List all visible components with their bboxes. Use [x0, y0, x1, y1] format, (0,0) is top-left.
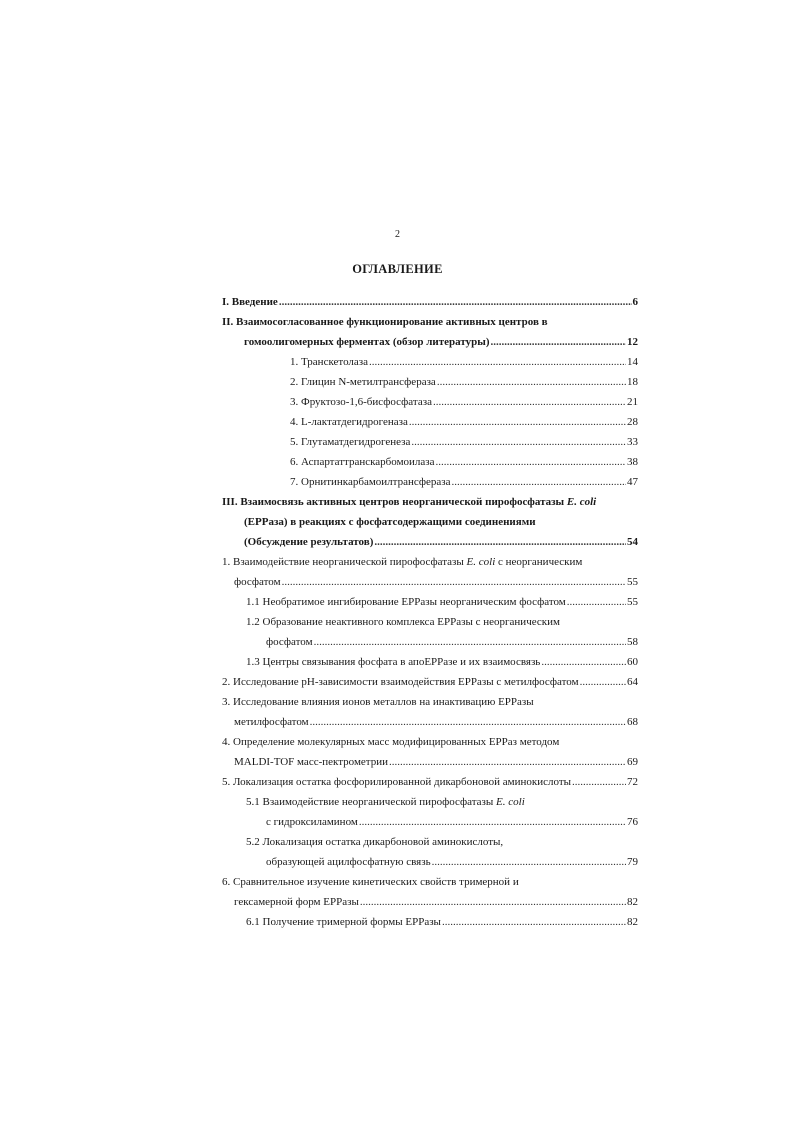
toc-entry-label: [244, 516, 536, 528]
toc-entry: [222, 696, 638, 716]
toc-entry-page: 79: [627, 856, 638, 868]
toc-entry-page: 60: [627, 656, 638, 668]
dot-leader: [567, 596, 626, 608]
dot-leader: [314, 636, 626, 648]
dot-leader: [432, 856, 626, 868]
toc-entry-page: 33: [627, 436, 638, 448]
toc-entry-label: [290, 356, 368, 368]
toc-entry: [222, 576, 638, 596]
toc-entry-page: 54: [627, 536, 638, 548]
dot-leader: [411, 436, 626, 448]
toc-entry-text: (EPPаза) в реакциях с фосфатсодержащими соединениями: [244, 516, 536, 528]
toc-entry: [222, 396, 638, 416]
toc-entry-label: [246, 616, 560, 628]
toc-entry-label: [234, 896, 359, 908]
toc-entry-label: [222, 316, 548, 328]
toc-entry-text: III. Взаимосвязь активных центров неорганической пирофосфатазы: [222, 496, 567, 508]
toc-entry-text: 5. Глутаматдегидрогенеза: [290, 436, 411, 448]
toc-entry-page: 82: [627, 896, 638, 908]
toc-entry: [222, 676, 638, 696]
toc-entry-text: 2. Глицин N-метилтрансфераза: [290, 376, 436, 388]
toc-entry-page: 12: [627, 336, 638, 348]
toc-entry-label: [246, 656, 540, 668]
dot-leader: [282, 576, 626, 588]
toc-entry-label: [234, 576, 281, 588]
dot-leader: [369, 356, 626, 368]
toc-entry-text: метилфосфатом: [234, 716, 309, 728]
toc-entry-page: 69: [627, 756, 638, 768]
toc-entry-text: 1. Взаимодействие неорганической пирофосфатазы: [222, 556, 467, 568]
toc-entry-page: 6: [632, 296, 638, 308]
toc-entry-text: 6. Аспартаттранскарбомоилаза: [290, 456, 435, 468]
toc-entry-label: [290, 476, 451, 488]
toc-entry: [222, 856, 638, 876]
toc-entry-text: с гидроксиламином: [266, 816, 358, 828]
toc-entry-text: MALDI-TOF масс-пектрометрии: [234, 756, 388, 768]
dot-leader: [442, 916, 626, 928]
toc-entry-page: 21: [627, 396, 638, 408]
toc-entry: [222, 496, 638, 516]
toc-entry-text: гексамерной форм EPPазы: [234, 896, 359, 908]
dot-leader: [359, 816, 626, 828]
toc-entry: [222, 636, 638, 656]
toc-entry-text: 2. Исследование pH-зависимости взаимодействия EPPазы с метилфосфатом: [222, 676, 579, 688]
toc-entry-page: 82: [627, 916, 638, 928]
toc-entry-label: [266, 816, 358, 828]
toc-entry: [222, 476, 638, 496]
dot-leader: [360, 896, 626, 908]
toc-entry-text: 5. Локализация остатка фосфорилированной дикарбоновой аминокислоты: [222, 776, 572, 788]
toc-entry: [222, 756, 638, 776]
toc-entry: [222, 876, 638, 896]
toc-entry: [222, 316, 638, 336]
toc-entry-text: 7. Орнитинкарбамоилтрансфераза: [290, 476, 451, 488]
dot-leader: [436, 456, 626, 468]
toc-entry: [222, 656, 638, 676]
toc-entry: [222, 776, 638, 796]
toc-entry-page: 18: [627, 376, 638, 388]
toc-entry-text: 5.1 Взаимодействие неорганической пирофосфатазы: [246, 796, 497, 808]
toc-entry-text: 4. Определение молекулярных масс модифицированных EPPаз методом: [222, 736, 560, 748]
toc-entry-page: 68: [627, 716, 638, 728]
toc-entry: [222, 616, 638, 636]
toc-entry-label: [290, 416, 408, 428]
toc-entry-label: [290, 376, 436, 388]
toc-title: ОГЛАВЛЕНИЕ: [352, 262, 443, 276]
toc-entry-label: [234, 716, 309, 728]
toc-entry-species: E. coli: [496, 796, 525, 808]
dot-leader: [433, 396, 626, 408]
dot-leader: [310, 716, 626, 728]
toc-entry: [222, 416, 638, 436]
toc-entry-label: [222, 776, 571, 788]
toc-entry-page: 72: [627, 776, 638, 788]
dot-leader: [374, 536, 626, 548]
toc-entry-species: E. coli: [466, 556, 496, 568]
toc-entry-text: фосфатом: [266, 636, 313, 648]
toc-entry-label: [222, 496, 596, 508]
toc-entry-label: [290, 396, 432, 408]
toc-entry-label: [244, 336, 490, 348]
toc-entry-label: [246, 836, 503, 848]
toc-entry-text: (Обсуждение результатов): [244, 536, 374, 548]
toc-entry: [222, 736, 638, 756]
table-of-contents: [222, 296, 638, 936]
toc-entry: [222, 456, 638, 476]
toc-entry: [222, 596, 638, 616]
toc-entry-page: 14: [627, 356, 638, 368]
toc-entry: [222, 296, 638, 316]
toc-entry-species: E. coli: [566, 496, 597, 508]
toc-entry: [222, 536, 638, 556]
dot-leader: [572, 776, 626, 788]
toc-entry-label: [222, 676, 579, 688]
toc-entry-text: 4. L-лактатдегидрогеназа: [290, 416, 408, 428]
page-number: 2: [395, 229, 400, 240]
toc-entry-text-continued: с неорганическим: [495, 556, 583, 568]
toc-entry-text: образующей ацилфосфатную связь: [266, 856, 431, 868]
toc-entry-text: 6. Сравнительное изучение кинетических свойств тримерной и: [222, 876, 519, 888]
dot-leader: [409, 416, 626, 428]
toc-entry: [222, 516, 638, 536]
toc-entry-page: 76: [627, 816, 638, 828]
toc-entry-label: [246, 796, 525, 808]
toc-entry-label: [266, 636, 313, 648]
toc-entry-page: 47: [627, 476, 638, 488]
dot-leader: [580, 676, 626, 688]
toc-entry-text: 3. Фруктозо-1,6-бисфосфатаза: [290, 396, 432, 408]
toc-entry-text: I. Введение: [222, 296, 278, 308]
toc-entry-text: II. Взаимосогласованное функционирование активных центров в: [222, 316, 548, 328]
toc-entry: [222, 896, 638, 916]
dot-leader: [279, 296, 632, 308]
toc-entry-text: 3. Исследование влияния ионов металлов на инактивацию EPPазы: [222, 696, 534, 708]
toc-entry-text: 5.2 Локализация остатка дикарбоновой аминокислоты,: [246, 836, 504, 848]
toc-entry: [222, 816, 638, 836]
dot-leader: [437, 376, 626, 388]
toc-entry-page: 38: [627, 456, 638, 468]
toc-entry: [222, 716, 638, 736]
toc-entry-label: [246, 596, 566, 608]
toc-entry-label: [222, 296, 278, 308]
toc-entry: [222, 556, 638, 576]
dot-leader: [452, 476, 626, 488]
toc-entry-label: [266, 856, 431, 868]
toc-entry-page: 55: [627, 596, 638, 608]
toc-entry-page: 64: [627, 676, 638, 688]
toc-entry: [222, 796, 638, 816]
toc-entry-text: 1.1 Необратимое ингибирование EPPазы неорганическим фосфатом: [246, 596, 566, 608]
toc-entry-page: 28: [627, 416, 638, 428]
toc-entry-label: [246, 916, 441, 928]
dot-leader: [389, 756, 626, 768]
toc-entry-label: [222, 736, 559, 748]
toc-entry-label: [222, 696, 534, 708]
dot-leader: [491, 336, 627, 348]
toc-entry: [222, 436, 638, 456]
toc-entry-label: [244, 536, 373, 548]
toc-entry-label: [222, 876, 519, 888]
toc-entry: [222, 836, 638, 856]
toc-entry-label: [234, 756, 388, 768]
toc-entry-label: [222, 556, 582, 568]
dot-leader: [541, 656, 626, 668]
toc-entry: [222, 336, 638, 356]
toc-entry-text: 1.2 Образование неактивного комплекса EPPазы с неорганическим: [246, 616, 560, 628]
toc-entry-text: фосфатом: [234, 576, 281, 588]
toc-entry-text: гомоолигомерных ферментах (обзор литературы): [244, 336, 490, 348]
toc-entry-page: 55: [627, 576, 638, 588]
toc-entry: [222, 376, 638, 396]
toc-entry-page: 58: [627, 636, 638, 648]
toc-entry: [222, 356, 638, 376]
toc-entry: [222, 916, 638, 936]
toc-entry-text: 1.3 Центры связывания фосфата в апоEPPазе и их взаимосвязь: [246, 656, 541, 668]
toc-entry-label: [290, 456, 435, 468]
toc-entry-label: [290, 436, 410, 448]
toc-entry-text: 6.1 Получение тримерной формы EPPазы: [246, 916, 441, 928]
toc-entry-text: 1. Транскетолаза: [290, 356, 369, 368]
